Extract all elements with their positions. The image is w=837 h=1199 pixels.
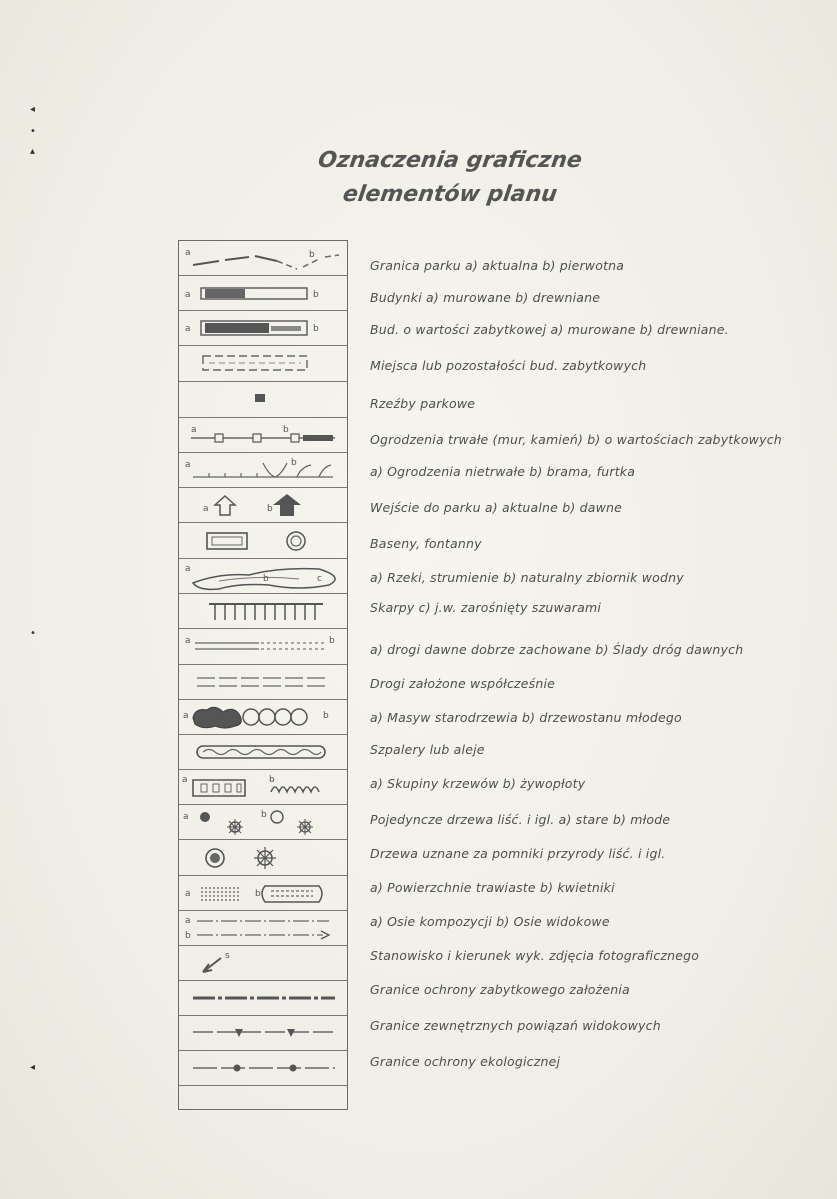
hole-punch-mark: ◂ [30,104,36,115]
legend-symbol-old-tree-stands [179,700,347,735]
legend-symbol-single-trees [179,805,347,840]
symbol-letter-a: a [185,248,191,258]
legend-symbol-grass-flowerbeds [179,876,347,911]
legend-label: Granice ochrony ekologicznej [370,1054,561,1069]
legend-label: Granica parku a) aktualna b) pierwotna [370,258,625,273]
legend-label: a) Ogrodzenia nietrwałe b) brama, furtka [370,464,636,479]
legend-label: a) Rzeki, strumienie b) naturalny zbiornik wodny [370,570,684,585]
symbol-letter-b: b [267,504,273,514]
legend-label: Granice ochrony zabytkowego założenia [370,982,630,997]
symbol-letter-a: a [185,564,191,574]
legend-symbol-modern-roads [179,665,347,700]
legend-symbol-escarpments [179,594,347,629]
legend-label: Pojedyncze drzewa liść. i igl. a) stare b) młode [370,812,671,827]
legend-symbol-photo-viewpoint [179,946,347,981]
legend-label: a) Skupiny krzewów b) żywopłoty [370,776,586,791]
legend-label: Drogi założone współcześnie [370,676,556,691]
legend-label: Granice zewnętrznych powiązań widokowych [370,1018,661,1033]
legend-label: Miejsca lub pozostałości bud. zabytkowych [370,358,647,373]
legend-label: Wejście do parku a) aktualne b) dawne [370,500,623,515]
legend-symbol-rivers-water [179,559,347,594]
legend-symbol-permanent-fences [179,418,347,453]
legend-symbol-park-entrance [179,488,347,523]
symbol-letter-a: a [185,889,191,899]
symbol-letter-b: b [329,636,335,646]
legend-label: a) Powierzchnie trawiaste b) kwietniki [370,880,615,895]
legend-symbol-temporary-fences [179,453,347,488]
symbol-letter-b: b [313,290,319,300]
symbol-letter-a: a [183,711,189,721]
symbol-letter-b: b [263,574,269,584]
legend-label: Szpalery lub aleje [370,742,485,757]
symbol-letter-a: a [203,504,209,514]
legend-label: a) Osie kompozycji b) Osie widokowe [370,914,610,929]
legend-symbol-composition-view-axes [179,911,347,946]
legend-symbol-ecological-protection-boundary [179,1051,347,1086]
legend-label: Bud. o wartości zabytkowej a) murowane b) drewniane. [370,322,729,337]
symbol-letter-b: b [309,250,315,260]
symbol-letter-a: a [182,775,188,785]
legend-label: Ogrodzenia trwałe (mur, kamień) b) o wartościach zabytkowych [370,432,782,447]
page-title-line-2: elementów planu [341,182,559,207]
symbol-letter-a: a [185,290,191,300]
legend-symbol-pools-fountains [179,523,347,559]
legend-label: Budynki a) murowane b) drewniane [370,290,601,305]
legend-symbol-heritage-protection-boundary [179,981,347,1016]
hole-punch-mark: • [30,628,36,639]
page-title-line-1: Oznaczenia graficzne [316,148,584,173]
hole-punch-mark: ▴ [30,146,36,157]
legend-label: Baseny, fontanny [370,536,482,551]
symbol-letter-c: c [317,574,322,584]
hole-punch-mark: ◂ [30,1062,36,1073]
legend-label: Skarpy c) j.w. zarośnięty szuwarami [370,600,602,615]
legend-symbol-sculptures [179,382,347,418]
symbol-letter-b: b [283,425,289,435]
legend-symbol-table [178,240,348,1110]
legend-label: a) Masyw starodrzewia b) drzewostanu młodego [370,710,682,725]
symbol-letter-a: a [185,324,191,334]
legend-symbol-shrubs-hedges [179,770,347,805]
legend-symbol-buildings [179,276,347,311]
symbol-letter-b: b [261,810,267,820]
legend-symbol-natural-monuments [179,840,347,876]
symbol-letter-a: a [185,636,191,646]
symbol-letter-b: b [255,889,261,899]
symbol-letter-b: b [313,324,319,334]
legend-symbol-historic-buildings [179,311,347,346]
symbol-letter-b: b [323,711,329,721]
symbol-letter-b: b [291,458,297,468]
symbol-letter-s: s [225,951,230,961]
hole-punch-mark: • [30,126,36,137]
legend-symbol-old-roads [179,629,347,665]
symbol-letter-a: a [183,812,189,822]
symbol-letter-a: a [191,425,197,435]
symbol-letter-a: a [185,460,191,470]
legend-label: a) drogi dawne dobrze zachowane b) Ślady dróg dawnych [370,642,744,657]
legend-empty-row [179,1086,347,1108]
symbol-letter-a: a [185,916,191,926]
legend-symbol-park-boundary [179,241,347,276]
legend-label: Drzewa uznane za pomniki przyrody liść. i igl. [370,846,666,861]
legend-symbol-hedgerows-alleys [179,735,347,770]
symbol-letter-b: b [269,775,275,785]
legend-symbol-historic-remains [179,346,347,382]
legend-label: Rzeźby parkowe [370,396,476,411]
legend-symbol-view-link-boundary [179,1016,347,1051]
legend-label: Stanowisko i kierunek wyk. zdjęcia fotograficznego [370,948,700,963]
symbol-letter-b: b [185,931,191,941]
